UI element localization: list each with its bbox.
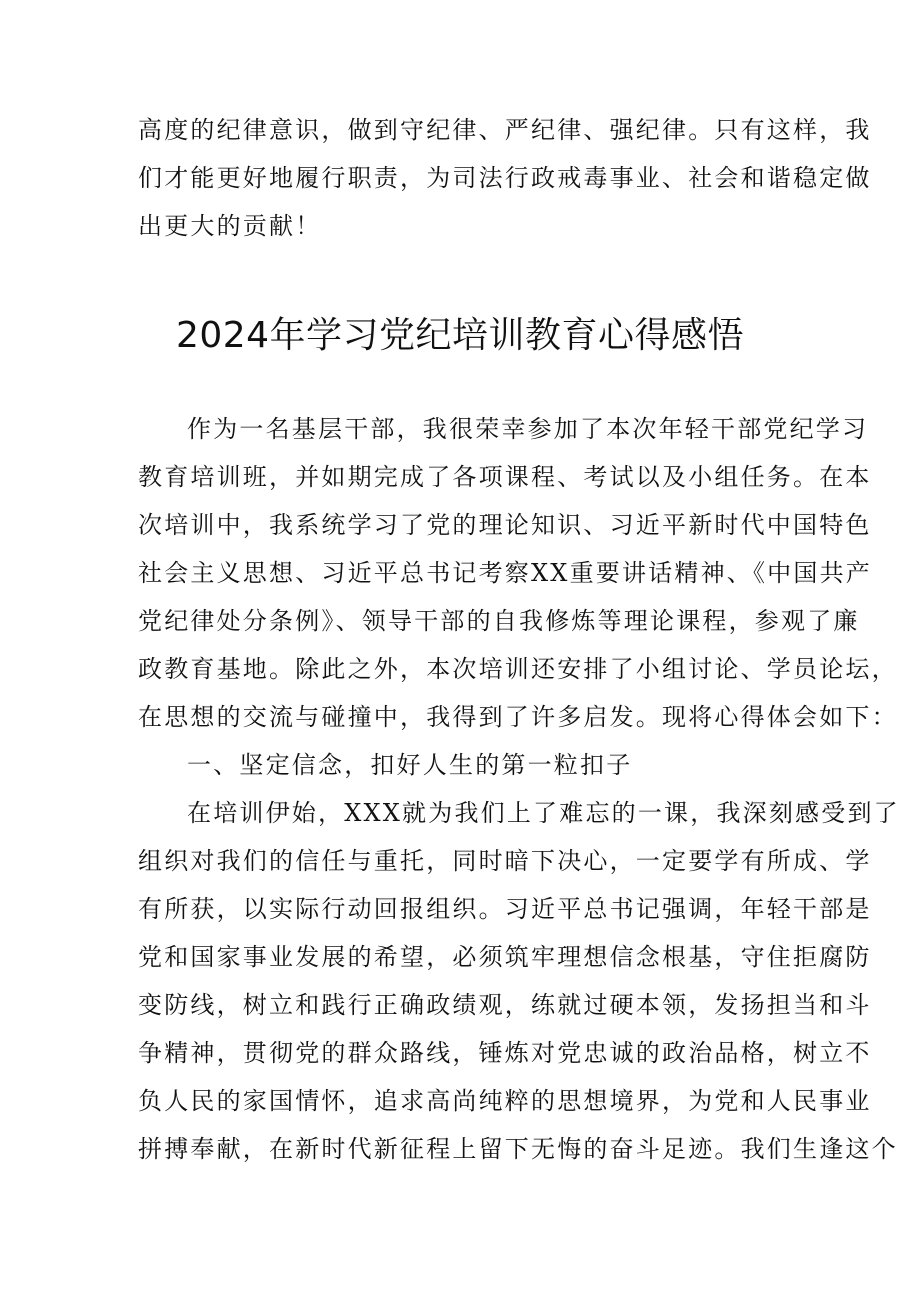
section-heading: 一、坚定信念，扣好人生的第一粒扣子	[187, 751, 633, 779]
text-line: 高度的纪律意识，做到守纪律、严纪律、强纪律。只有这样，我	[138, 116, 872, 144]
document-title: 2024年学习党纪培训教育心得感悟	[175, 315, 745, 356]
text-line: 们才能更好地履行职责，为司法行政戒毒事业、社会和谐稳定做	[138, 164, 872, 192]
text-line: 次培训中，我系统学习了党的理论知识、习近平新时代中国特色	[138, 511, 872, 539]
text-line: 争精神，贯彻党的群众路线，锤炼对党忠诚的政治品格，树立不	[138, 1039, 872, 1067]
body-text	[138, 405, 900, 1173]
paragraph-first-line: 作为一名基层干部，我很荣幸参加了本次年轻干部党纪学习	[187, 415, 869, 443]
intro-paragraph	[138, 106, 872, 250]
text-line: 教育培训班，并如期完成了各项课程、考试以及小组任务。在本	[138, 463, 872, 491]
text-line: 负人民的家国情怀，追求高尚纯粹的思想境界，为党和人民事业	[138, 1087, 872, 1115]
text-line: 组织对我们的信任与重托，同时暗下决心，一定要学有所成、学	[138, 847, 872, 875]
paragraph-first-line: 在培训伊始，XXX就为我们上了难忘的一课，我深刻感受到了	[187, 799, 900, 827]
text-line: 拼搏奉献，在新时代新征程上留下无悔的奋斗足迹。我们生逢这个	[138, 1135, 898, 1163]
text-line: 在思想的交流与碰撞中，我得到了许多启发。现将心得体会如下：	[138, 703, 898, 731]
text-line: 党纪律处分条例》、领导干部的自我修炼等理论课程，参观了廉	[138, 607, 860, 635]
text-line: 社会主义思想、习近平总书记考察XX重要讲话精神、《中国共产	[138, 559, 872, 587]
text-line: 出更大的贡献！	[138, 212, 322, 240]
text-line: 有所获，以实际行动回报组织。习近平总书记强调，年轻干部是	[138, 895, 872, 923]
text-line: 政教育基地。除此之外，本次培训还安排了小组讨论、学员论坛，	[138, 655, 898, 683]
text-line: 变防线，树立和践行正确政绩观，练就过硬本领，发扬担当和斗	[138, 991, 872, 1019]
text-line: 党和国家事业发展的希望，必须筑牢理想信念根基，守住拒腐防	[138, 943, 872, 971]
